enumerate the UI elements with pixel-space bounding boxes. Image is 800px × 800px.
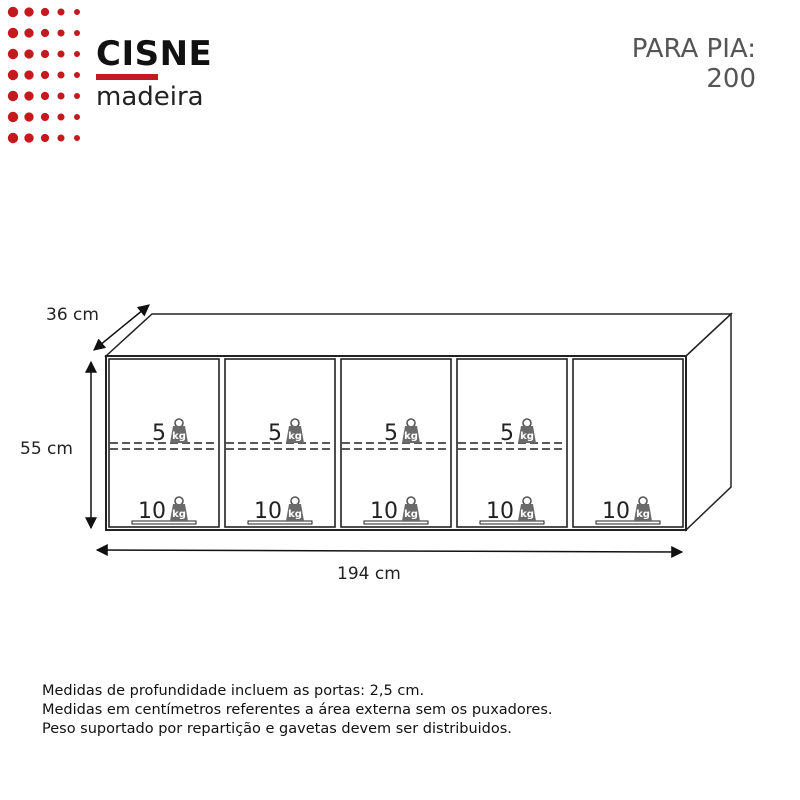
brand-subtitle: madeira — [96, 82, 204, 112]
weight-unit: kg — [288, 509, 302, 520]
cabinet-module — [457, 359, 567, 527]
note-measures: Medidas em centímetros referentes a área externa sem os puxadores. — [42, 702, 553, 718]
cabinet-module — [573, 359, 683, 527]
cabinet-side-face — [686, 314, 731, 530]
weight-unit: kg — [520, 431, 534, 442]
weight-unit: kg — [288, 431, 302, 442]
lower-weight-label-value: 10 — [486, 499, 514, 524]
lower-weight-label-value: 10 — [602, 499, 630, 524]
width-arrow — [97, 550, 682, 552]
note-depth: Medidas de profundidade incluem as portas: 2,5 cm. — [42, 683, 425, 699]
sink-value: 200 — [706, 64, 756, 94]
lower-weight-label — [254, 497, 304, 524]
cabinet-module — [225, 359, 335, 527]
depth-label: 36 cm — [46, 305, 99, 325]
cabinet-module — [109, 359, 219, 527]
cabinet-modules — [109, 359, 683, 527]
depth-dimension — [46, 305, 149, 350]
lower-weight-label — [370, 497, 420, 524]
lower-weight-label-value: 10 — [370, 499, 398, 524]
notes — [42, 682, 552, 739]
width-label: 194 cm — [337, 564, 401, 584]
sink-label: PARA PIA: — [631, 34, 756, 64]
weight-unit: kg — [404, 509, 418, 520]
weight-unit: kg — [404, 431, 418, 442]
cabinet-top-face — [106, 314, 731, 356]
upper-weight-label — [500, 419, 536, 446]
cabinet-module — [341, 359, 451, 527]
upper-weight-label-value: 5 — [384, 421, 398, 446]
upper-weight-label-value: 5 — [500, 421, 514, 446]
weight-unit: kg — [636, 509, 650, 520]
brand-name: CISNE — [96, 34, 213, 74]
weight-unit: kg — [520, 509, 534, 520]
lower-weight-label-value: 10 — [138, 499, 166, 524]
lower-weight-label — [138, 497, 188, 524]
upper-weight-label — [384, 419, 420, 446]
lower-weight-label-value: 10 — [254, 499, 282, 524]
lower-weight-label — [486, 497, 536, 524]
cabinet-outline — [106, 314, 731, 530]
depth-arrow — [94, 305, 149, 350]
lower-weight-label — [602, 497, 652, 524]
width-dimension — [97, 550, 682, 584]
upper-weight-label — [268, 419, 304, 446]
weight-unit: kg — [172, 431, 186, 442]
upper-weight-label — [152, 419, 188, 446]
height-label: 55 cm — [20, 439, 73, 459]
weight-unit: kg — [172, 509, 186, 520]
note-weight: Peso suportado por repartição e gavetas devem ser distribuidos. — [42, 721, 512, 737]
upper-weight-label-value: 5 — [268, 421, 282, 446]
upper-weight-label-value: 5 — [152, 421, 166, 446]
height-dimension — [20, 362, 91, 528]
